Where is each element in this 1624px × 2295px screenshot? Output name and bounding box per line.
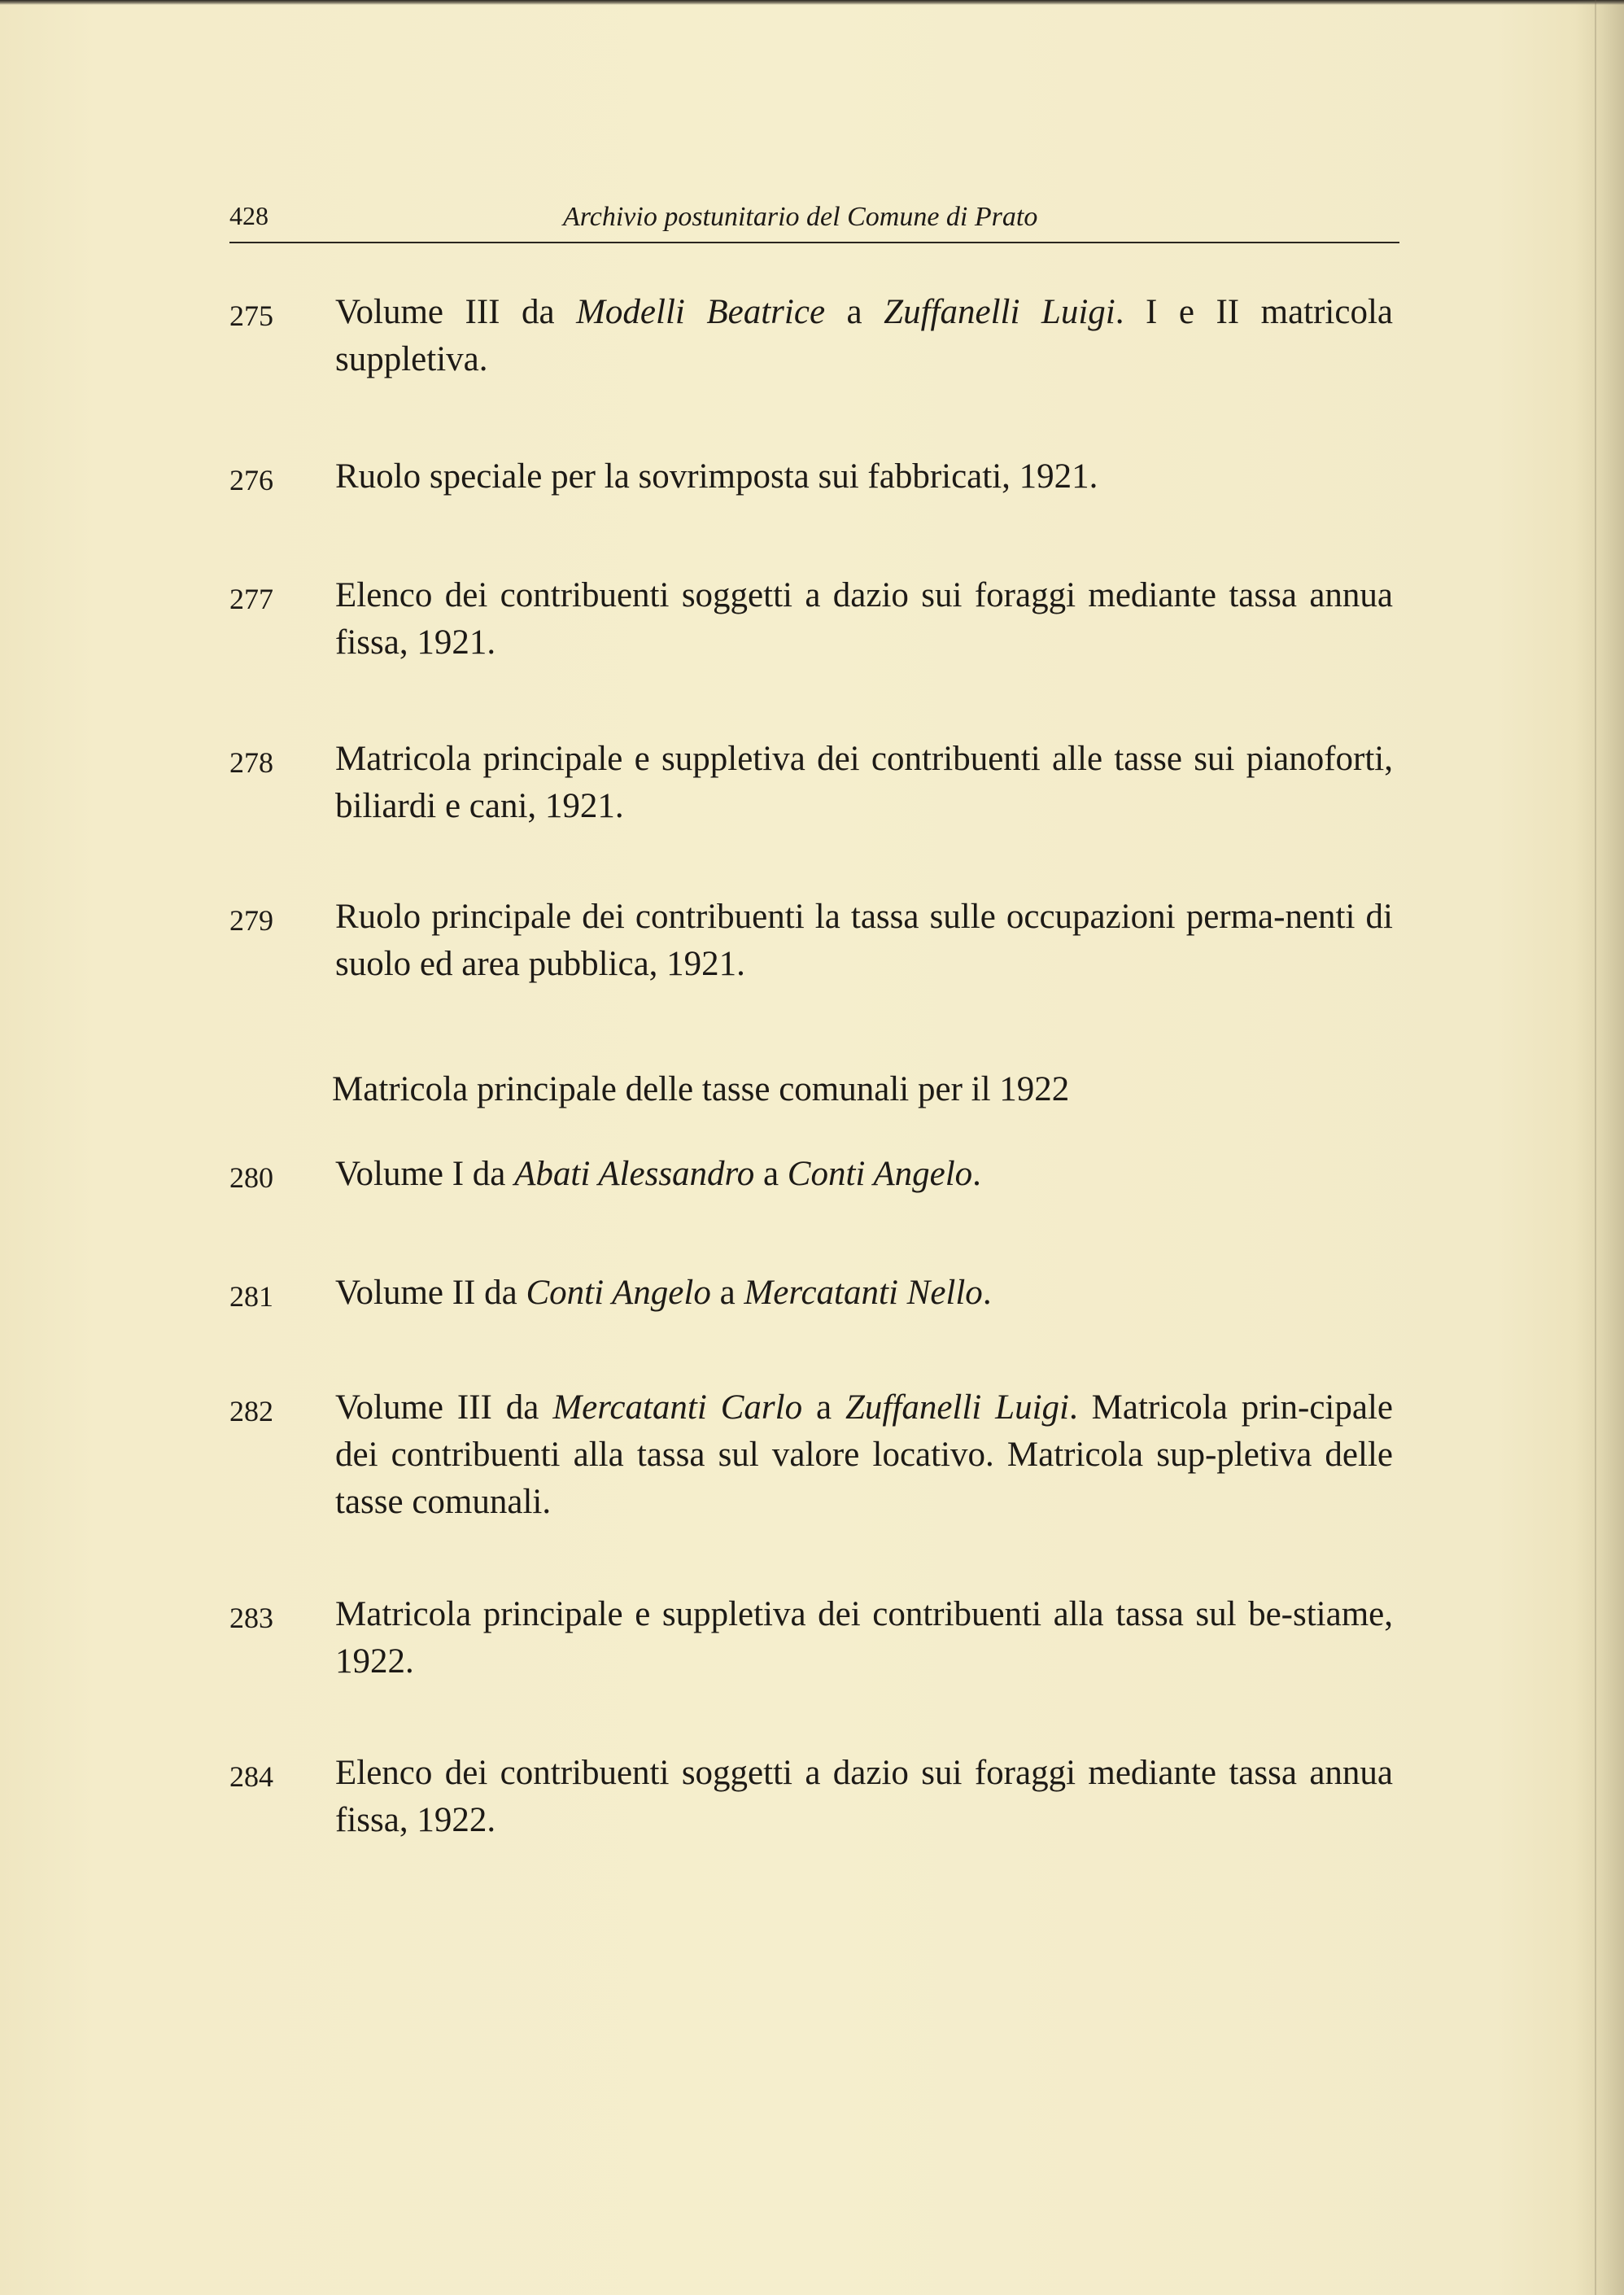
page-number: 428 <box>229 201 268 230</box>
entry-number: 280 <box>229 1161 273 1194</box>
entry-text: Ruolo speciale per la sovrimposta sui fabbricati, 1921. <box>335 457 1098 496</box>
entry-text: Elenco dei contribuenti soggetti a dazio sui foraggi mediante tassa annua fissa, 1922. <box>335 1754 1393 1839</box>
page-right-shadow <box>1575 0 1624 2295</box>
entry-text: Volume II da Conti Angelo a Mercatanti Nello. <box>335 1274 992 1312</box>
entry-number: 283 <box>229 1602 273 1634</box>
entry-text: Ruolo principale dei contribuenti la tassa sulle occupazioni perma-nenti di suolo ed area pubblica, 1921. <box>335 898 1393 983</box>
running-header <box>229 199 1399 243</box>
entry-number: 282 <box>229 1395 273 1427</box>
section-heading: Matricola principale delle tasse comunali per il 1922 <box>332 1070 1070 1108</box>
entry-text: Volume III da Modelli Beatrice a Zuffanelli Luigi. I e II matricola suppletiva. <box>335 293 1393 378</box>
entry-text: Elenco dei contribuenti soggetti a dazio sui foraggi mediante tassa annua fissa, 1921. <box>335 576 1393 662</box>
page-top-edge <box>0 0 1624 5</box>
entry-number: 276 <box>229 464 273 496</box>
entry-number: 281 <box>229 1280 273 1313</box>
entry-number: 279 <box>229 904 273 937</box>
entry-text: Volume III da Mercatanti Carlo a Zuffanelli Luigi. Matricola prin-cipale dei contribuenti alla tassa sul valore locativo. Matricola sup-pletiva delle tasse comunali. <box>335 1388 1393 1521</box>
entry-number: 284 <box>229 1760 273 1793</box>
entry-text: Matricola principale e suppletiva dei contribuenti alla tassa sul be-stiame, 1922. <box>335 1595 1393 1681</box>
running-title: Archivio postunitario del Comune di Prato <box>563 202 1038 232</box>
entry-text: Volume I da Abati Alessandro a Conti Angelo. <box>335 1155 981 1193</box>
entry-number: 277 <box>229 583 273 615</box>
entry-number: 275 <box>229 299 273 332</box>
entry-text: Matricola principale e suppletiva dei contribuenti alle tasse sui pianoforti, biliardi e cani, 1921. <box>335 740 1393 825</box>
entry-number: 278 <box>229 746 273 779</box>
